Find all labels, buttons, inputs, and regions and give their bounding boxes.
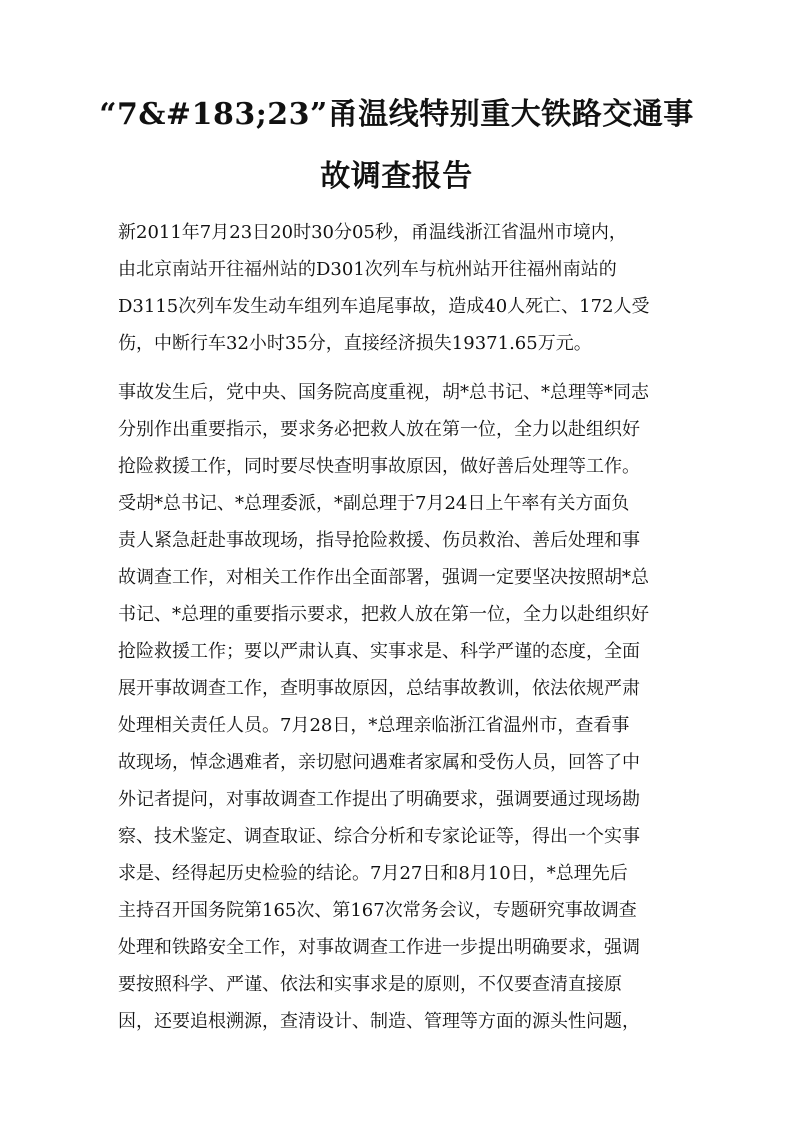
text-line: 展开事故调查工作，查明事故原因，总结事故教训，依法依规严肃 <box>118 678 640 699</box>
title-line: 故调查报告 <box>320 159 473 194</box>
text-line: 分别作出重要指示，要求务必把救人放在第一位，全力以赴组织好 <box>118 419 640 440</box>
paragraph-response <box>118 374 678 1040</box>
text-line: 书记、*总理的重要指示要求，把救人放在第一位，全力以赴组织好 <box>118 604 649 625</box>
text-line: 由北京南站开往福州站的D301次列车与杭州站开往福州南站的 <box>118 259 617 280</box>
text-line: 抢险救援工作，同时要尽快查明事故原因，做好善后处理等工作。 <box>118 456 640 477</box>
document-body <box>118 214 678 1040</box>
text-line: 外记者提问，对事故调查工作提出了明确要求，强调要通过现场勘 <box>118 789 640 810</box>
text-line: 抢险救援工作；要以严肃认真、实事求是、科学严谨的态度，全面 <box>118 641 640 662</box>
document-title <box>80 84 713 208</box>
text-line: 处理和铁路安全工作，对事故调查工作进一步提出明确要求，强调 <box>118 937 640 958</box>
text-line: 故调查工作，对相关工作作出全面部署，强调一定要坚决按照胡*总 <box>118 567 649 588</box>
title-line: “7&#183;23”甬温线特别重大铁路交通事 <box>99 97 694 132</box>
text-line: 因，还要追根溯源，查清设计、制造、管理等方面的源头性问题， <box>118 1011 640 1032</box>
text-line: 要按照科学、严谨、依法和实事求是的原则，不仅要查清直接原 <box>118 974 622 995</box>
text-line: 新2011年7月23日20时30分05秒，甬温线浙江省温州市境内， <box>118 222 627 243</box>
text-line: 受胡*总书记、*总理委派，*副总理于7月24日上午率有关方面负 <box>118 493 630 514</box>
text-line: 主持召开国务院第165次、第167次常务会议，专题研究事故调查 <box>118 900 637 921</box>
text-line: 伤，中断行车32小时35分，直接经济损失19371.65万元。 <box>118 333 592 354</box>
text-line: 责人紧急赶赴事故现场，指导抢险救援、伤员救治、善后处理和事 <box>118 530 640 551</box>
text-line: D3115次列车发生动车组列车追尾事故，造成40人死亡、172人受 <box>118 296 650 317</box>
text-line: 事故发生后，党中央、国务院高度重视，胡*总书记、*总理等*同志 <box>118 382 649 403</box>
text-line: 处理相关责任人员。7月28日，*总理亲临浙江省温州市，查看事 <box>118 715 630 736</box>
text-line: 故现场，悼念遇难者，亲切慰问遇难者家属和受伤人员，回答了中 <box>118 752 640 773</box>
paragraph-summary <box>118 214 678 362</box>
text-line: 察、技术鉴定、调查取证、综合分析和专家论证等，得出一个实事 <box>118 826 640 847</box>
text-line: 求是、经得起历史检验的结论。7月27日和8月10日，*总理先后 <box>118 863 628 884</box>
